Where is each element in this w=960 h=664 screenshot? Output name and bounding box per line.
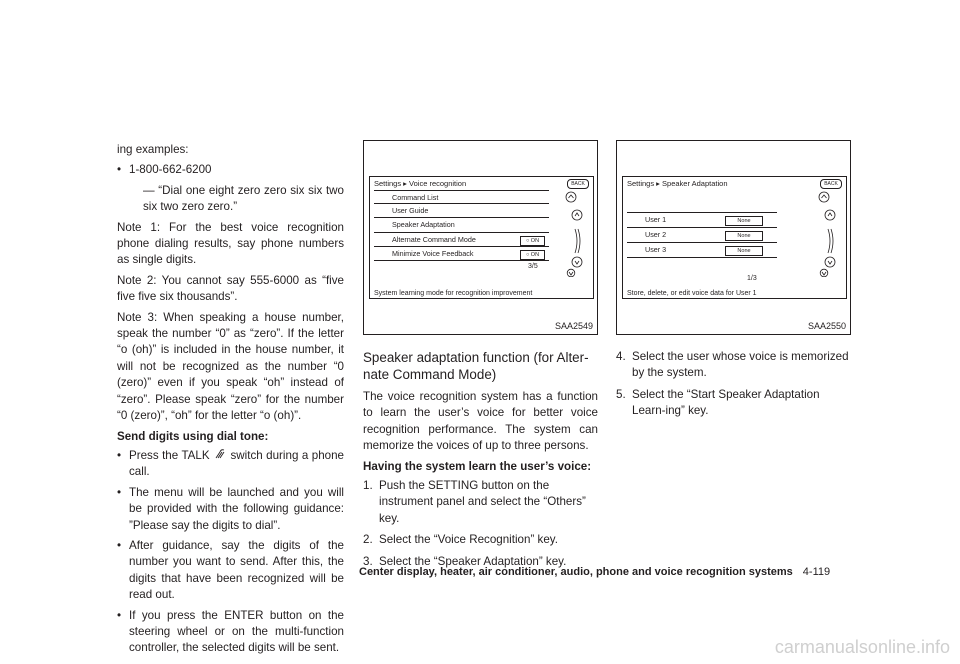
page-footer [359, 565, 859, 579]
user-status: None [725, 231, 763, 241]
user-row-1[interactable]: User 1 None [627, 212, 777, 228]
page-indicator: 1/3 [747, 275, 757, 282]
footer-section-title: Center display, heater, air conditioner, audio, phone and voice recognition systems [359, 566, 793, 578]
menu-item-command-list[interactable]: Command List [374, 190, 549, 204]
menu-item-minimize-voice-feedback[interactable]: Minimize Voice Feedback ○ ON [374, 247, 549, 261]
menu-item-speaker-adaptation[interactable]: Speaker Adaptation [374, 218, 549, 232]
back-button[interactable]: BACK [820, 179, 842, 189]
menu-item-alternate-command-mode[interactable]: Alternate Command Mode ○ ON [374, 233, 549, 247]
figure-code: SAA2550 [807, 321, 846, 331]
note-2: Note 2: You cannot say 555-6000 as “five five five six thousands”. [117, 273, 344, 304]
back-button[interactable]: BACK [567, 179, 589, 189]
note-1: Note 1: For the best voice recognition phone dialing results, say phone numbers as single digits. [117, 220, 344, 267]
toggle-on-indicator[interactable]: ○ ON [520, 236, 545, 246]
step-1: 1. Push the SETTING button on the instrument panel and select the “Others” key. [363, 479, 586, 525]
column-3 [616, 140, 851, 425]
step-4: 4. Select the user whose voice is memorized by the system. [616, 350, 849, 380]
user-row-2[interactable]: User 2 None [627, 228, 777, 243]
user-status: None [725, 216, 763, 226]
section-body: The voice recognition system has a function to learn the user’s voice for better voice recognition performance. The system can memorize the voices of up to three persons. [363, 390, 598, 453]
toggle-on-indicator[interactable]: ○ ON [520, 250, 545, 260]
learn-voice-heading: Having the system learn the user’s voice: [363, 459, 592, 473]
intro-text: ing examples: [117, 143, 189, 156]
screen-footer: Store, delete, or edit voice data for User 1 [627, 290, 757, 297]
screen-voice-recognition [369, 176, 594, 299]
step-3: 3. Select the “Speaker Adaptation” key. [363, 554, 567, 568]
step-5: 5. Select the “Start Speaker Adaptation Learn-ing” key. [616, 387, 820, 418]
bullet-enter-button: • If you press the ENTER button on the steering wheel or on the multi-function controller, the selected digits will be sent. [117, 608, 344, 655]
multi-function-controller-icon [555, 189, 585, 277]
screen-title: Settings ▸ Speaker Adaptation [627, 179, 728, 188]
screen-footer: System learning mode for recognition improvement [374, 290, 533, 297]
watermark: carmanualsonline.info [774, 637, 950, 657]
dash-example: — “Dial one eight zero zero six six two six two zero zero.” [143, 183, 344, 214]
talk-switch-icon [213, 448, 227, 464]
page-number: 4-119 [802, 566, 831, 578]
multi-function-controller-icon [808, 189, 838, 277]
user-list [627, 212, 777, 258]
menu-item-user-guide[interactable]: User Guide [374, 204, 549, 218]
figure-code: SAA2549 [554, 321, 593, 331]
user-row-3[interactable]: User 3 None [627, 243, 777, 258]
bullet-phone-number: • 1-800-662-6200 [117, 163, 212, 177]
section-heading: Speaker adaptation function (for Alter-nate Command Mode) [363, 350, 589, 382]
bullet-talk-switch: • Press the TALK switch during a phone call. [117, 448, 344, 479]
bullet-after-guidance: • After guidance, say the digits of the number you want to send. After this, the digits that have been recognized will be read out. [117, 538, 344, 602]
column-1 [117, 142, 344, 661]
user-status: None [725, 246, 763, 256]
column-2 [363, 140, 598, 575]
voice-menu [374, 190, 549, 261]
figure-speaker-adaptation [616, 140, 851, 335]
figure-voice-recognition [363, 140, 598, 335]
send-digits-heading: Send digits using dial tone: [117, 429, 269, 443]
page-indicator: 3/5 [528, 263, 538, 270]
step-2: 2. Select the “Voice Recognition” key. [363, 533, 558, 547]
note-3: Note 3: When speaking a house number, speak the number “0” as “zero”. If the letter “o (oh)” is included in the house number, it will not be recognized as the number “0 (zero)” even if you speak “oh” instead of “zero”. Please speak “zero” for the number “0 (zero)”, “oh” for the letter “o (oh)”. [117, 310, 344, 423]
screen-speaker-adaptation [622, 176, 847, 299]
screen-title: Settings ▸ Voice recognition [374, 179, 467, 188]
bullet-menu-launched: • The menu will be launched and you will be provided with the following guidance: ”Please say the digits to dial”. [117, 485, 344, 532]
